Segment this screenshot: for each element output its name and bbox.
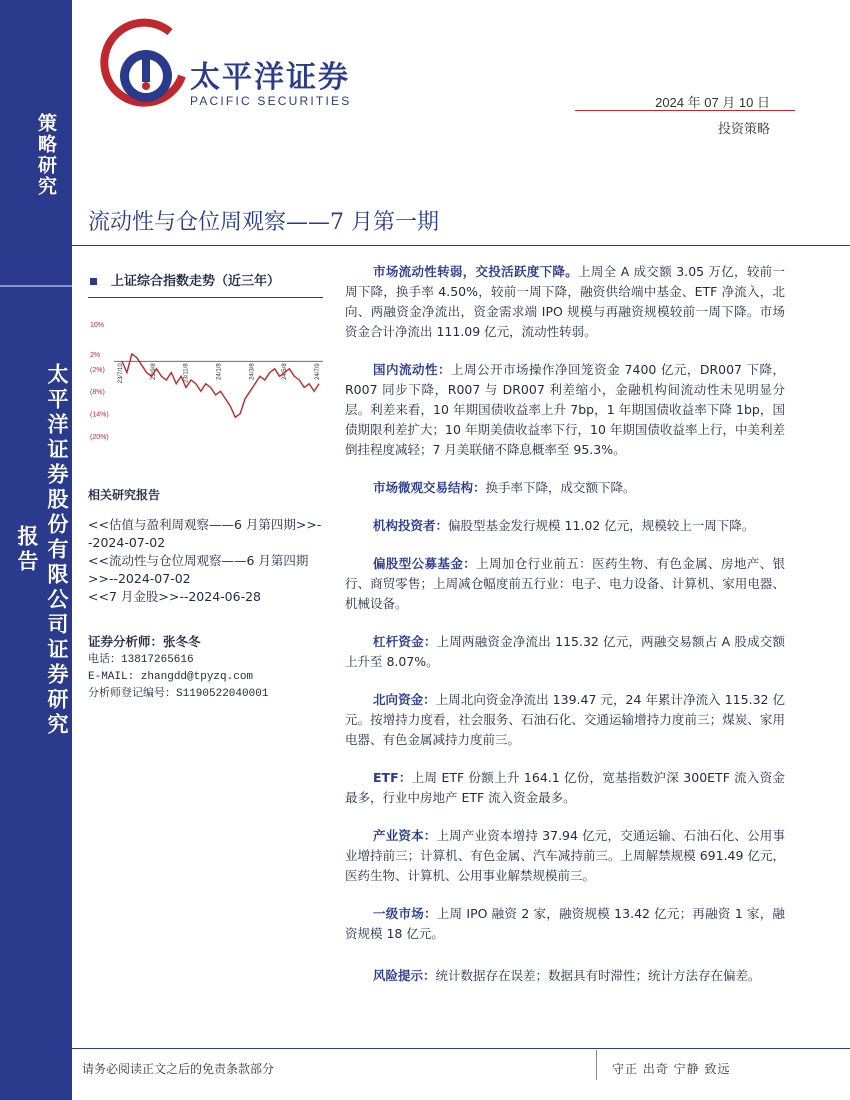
report-date: 2024 年 07 月 10 日 — [655, 95, 770, 110]
title-divider — [72, 245, 850, 246]
summary-paragraph — [345, 632, 785, 672]
paragraph-lead: 机构投资者： — [373, 518, 449, 533]
x-tick-label: 23/11/8 — [183, 363, 190, 383]
header-divider — [575, 110, 795, 111]
footer-separator — [596, 1050, 597, 1080]
related-report-item[interactable]: <<估值与盈利周观察——6 月第四期>>--2024-07-02 — [88, 517, 322, 550]
summary-paragraph — [345, 554, 785, 614]
paragraph-body: 上周北向资金净流出 139.47 元，24 年累计净流入 115.32 亿元。按增持力度看，社会服务、石油石化、交通运输增持力度前三；煤炭、家用电器、有色金属减持力度前三。 — [345, 692, 785, 747]
paragraph-body: 统计数据存在误差；数据具有时滞性；统计方法存在偏差。 — [435, 968, 761, 983]
sidebar-company-label: 太平洋证券股份有限公司证券研究报告 — [15, 362, 70, 738]
x-tick-label: 24/5/8 — [282, 363, 289, 381]
sidebar-category-label: 策略研究 — [35, 113, 57, 197]
company-name-cn: 太平洋证券 — [190, 60, 350, 95]
summary-paragraph — [345, 262, 785, 342]
page-title: 流动性与仓位周观察——7 月第一期 — [88, 210, 439, 235]
paragraph-body: 上周产业资本增持 37.94 亿元，交通运输、石油石化、公用事业增持前三；计算机、有色金属、汽车减持前三。上周解禁规模 691.49 亿元，医药生物、计算机、公用事业解禁规模前三。 — [345, 828, 785, 883]
analyst-license: 分析师登记编号：S1190522040001 — [88, 688, 269, 700]
summary-body — [345, 262, 785, 1004]
paragraph-body: 上周全 A 成交额 3.05 万亿，较前一周下降，换手率 4.50%，较前一周下降，融资供给端中基金、ETF 净流入，北向、两融资金净流出，资金需求端 IPO 规模与再融资规模较前一周下降。市场资金合计净流出 111.09 亿元，流动性转弱。 — [345, 264, 785, 339]
paragraph-lead: 市场微观交易结构： — [373, 480, 486, 495]
footer-disclaimer: 请务必阅读正文之后的免责条款部分 — [82, 1062, 275, 1076]
related-report-item[interactable]: <<流动性与仓位周观察——6 月第四期>>--2024-07-02 — [88, 553, 309, 586]
paragraph-lead: ETF： — [373, 770, 412, 785]
x-tick-label: 24/7/9 — [315, 363, 321, 381]
summary-paragraph — [345, 478, 785, 498]
x-tick-label: 24/3/8 — [249, 363, 256, 381]
y-tick-label: (14%) — [90, 411, 109, 419]
chart-title: 上证综合指数走势（近三年） — [111, 274, 281, 289]
paragraph-lead: 一级市场： — [373, 906, 437, 921]
paragraph-lead: 杠杆资金： — [373, 634, 437, 649]
y-tick-label: (20%) — [90, 434, 109, 441]
sidebar — [0, 0, 72, 1100]
paragraph-body: 换手率下降，成交额下降。 — [485, 480, 636, 495]
risk-warning — [345, 966, 785, 986]
paragraph-lead: 偏股型公募基金： — [373, 556, 477, 571]
paragraph-body: 上周 ETF 份额上升 164.1 亿份，宽基指数沪深 300ETF 流入资金最多，行业中房地产 ETF 流入资金最多。 — [345, 770, 785, 805]
paragraph-body: 上周两融资金净流出 115.32 亿元，两融交易额占 A 股成交额上升至 8.07%。 — [345, 634, 785, 669]
paragraph-body: 上周加仓行业前五：医药生物、有色金属、房地产、银行、商贸零售；上周减仓幅度前五行业：电子、电力设备、计算机、家用电器、机械设备。 — [345, 556, 785, 611]
x-tick-label: 24/1/8 — [216, 363, 223, 381]
summary-paragraph — [345, 826, 785, 886]
index-chart — [88, 316, 333, 446]
paragraph-body: 偏股型基金发行规模 11.02 亿元，规模较上一周下降。 — [448, 518, 755, 533]
analyst-contact — [88, 652, 268, 703]
footer-divider — [72, 1048, 850, 1049]
company-logo-icon — [100, 14, 190, 114]
y-tick-label: (2%) — [90, 366, 105, 374]
paragraph-lead: 风险提示： — [373, 968, 436, 983]
summary-paragraph — [345, 360, 785, 460]
paragraph-lead: 产业资本： — [373, 828, 437, 843]
paragraph-lead: 市场流动性转弱，交投活跃度下降。 — [373, 264, 579, 279]
x-tick-label: 23/7/10 — [118, 363, 124, 384]
analyst-email[interactable]: E-MAIL: zhangdd@tpyzq.com — [88, 671, 254, 683]
related-report-item[interactable]: <<7 月金股>>--2024-06-28 — [88, 589, 261, 604]
related-reports-heading: 相关研究报告 — [88, 488, 161, 502]
chart-divider — [88, 297, 323, 298]
summary-paragraph — [345, 768, 785, 808]
company-name-en: PACIFIC SECURITIES — [190, 94, 352, 108]
analyst-heading: 证券分析师：张冬冬 — [88, 634, 201, 649]
sidebar-divider — [0, 285, 72, 287]
square-bullet-icon — [90, 278, 97, 285]
related-reports-list — [88, 516, 323, 606]
paragraph-lead: 北向资金： — [373, 692, 436, 707]
x-tick-label: 23/9/8 — [150, 363, 157, 381]
chart-panel — [88, 270, 333, 446]
index-chart-svg — [88, 316, 333, 446]
paragraph-body: 上周公开市场操作净回笼资金 7400 亿元，DR007 下降，R007 同步下降，R007 与 DR007 利差缩小，金融机构间流动性未见明显分层。利差来看，10 年期国债收益率上升 7bp，1 年期国债收益率下降 1bp，国债期限利差扩大；10 年期美债收益率下行，10 年期国债收益率上行，中美利差倒挂程度减轻；7 月美联储不降息概率至 95.3%。 — [345, 362, 785, 457]
footer-motto: 守正 出奇 宁静 致远 — [612, 1062, 731, 1076]
summary-paragraph — [345, 904, 785, 944]
analyst-phone: 电话：13817265616 — [88, 654, 194, 666]
y-tick-label: 10% — [90, 322, 105, 329]
summary-paragraph — [345, 690, 785, 750]
paragraph-lead: 国内流动性： — [373, 362, 452, 377]
y-tick-label: (8%) — [90, 389, 105, 397]
chart-heading — [90, 270, 333, 289]
paragraph-body: 上周 IPO 融资 2 家，融资规模 13.42 亿元；再融资 1 家，融资规模 18 亿元。 — [345, 906, 785, 941]
report-type: 投资策略 — [717, 122, 770, 137]
summary-paragraph — [345, 516, 785, 536]
y-tick-label: 2% — [90, 351, 101, 359]
